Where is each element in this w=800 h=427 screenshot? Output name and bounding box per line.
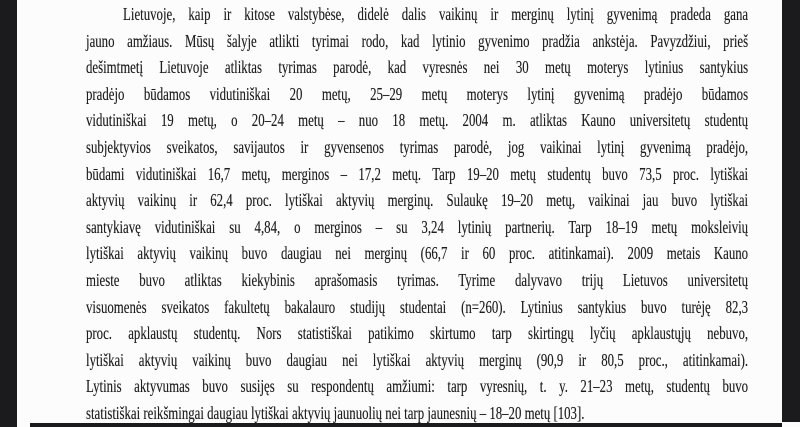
- paragraph-line: būdami vidutiniškai 16,7 metų, merginos – 17,2 metų. Tarp 19–20 metų studentų buvo 73,5 proc. lytiškai: [86, 163, 749, 184]
- paragraph-line: proc. apklaustų studentų. Nors statistiškai patikimo skirtumo tarp skirtingų lyčių apklaustųjų nebuvo,: [86, 323, 749, 344]
- paragraph-line: santykiavę vidutiniškai su 4,84, o merginos – su 3,24 lytinių partnerių. Tarp 18–19 metų moksleivių: [86, 216, 749, 237]
- right-letterbox-bar: [782, 0, 800, 422]
- paragraph-line: jauno amžiaus. Mūsų šalyje atlikti tyrimai rodo, kad lytinio gyvenimo pradžia ankstėja. Pavyzdžiui, prieš: [86, 30, 749, 51]
- paragraph-line: Lietuvoje, kaip ir kitose valstybėse, didelė dalis vaikinų ir merginų lytinį gyvenimą pradeda gana: [123, 4, 749, 24]
- paragraph-line: lytiškai aktyvių vaikinų buvo daugiau nei merginų (66,7 ir 60 proc. atitinkamai). 2009 metais Kauno: [86, 243, 749, 264]
- paragraph-line: subjektyvios sveikatos, savijautos ir gyvensenos tyrimas parodė, jog vaikinai lytinį gyvenimą pradėjo,: [86, 136, 749, 157]
- paragraph-line: pradėjo būdamos vidutiniškai 20 metų, 25–29 metų moterys lytinį gyvenimą pradėjo būdamos: [86, 83, 749, 104]
- paragraph-line: Lytinis aktyvumas buvo susijęs su respondentų amžiumi: tarp vyresnių, t. y. 21–23 metų, studentų buvo: [86, 376, 749, 397]
- paragraph-line: vidutiniškai 19 metų, o 20–24 metų – nuo 18 metų. 2004 m. atliktas Kauno universitetų studentų: [86, 110, 749, 131]
- paragraph-line: mieste buvo atliktas kiekybinis aprašomasis tyrimas. Tyrime dalyvavo trijų Lietuvos universitetų: [86, 269, 749, 290]
- paragraph-line: lytiškai aktyvių vaikinų buvo daugiau nei lytiškai aktyvių merginų (90,9 ir 80,5 proc., atitinkamai).: [86, 349, 749, 370]
- paragraph-line: statistiškai reikšmingai daugiau lytiškai aktyvių jaunuolių nei tarp jaunesnių – 18–20 metų [103].: [86, 402, 585, 423]
- paragraph: [86, 1, 748, 427]
- paragraph-line: aktyvių vaikinų ir 62,4 proc. lytiškai aktyvių merginų. Sulaukę 19–20 metų, vaikinai jau buvo lytiškai: [86, 190, 749, 211]
- left-letterbox-bar: [0, 0, 17, 427]
- paragraph-line: dešimtmetį Lietuvoje atliktas tyrimas parodė, kad vyresnės nei 30 metų moterys lytinius santykius: [86, 57, 749, 78]
- paragraph-line: visuomenės sveikatos fakultetų bakalauro studijų studentai (n=260). Lytinius santykius buvo turėję 82,3: [86, 296, 749, 317]
